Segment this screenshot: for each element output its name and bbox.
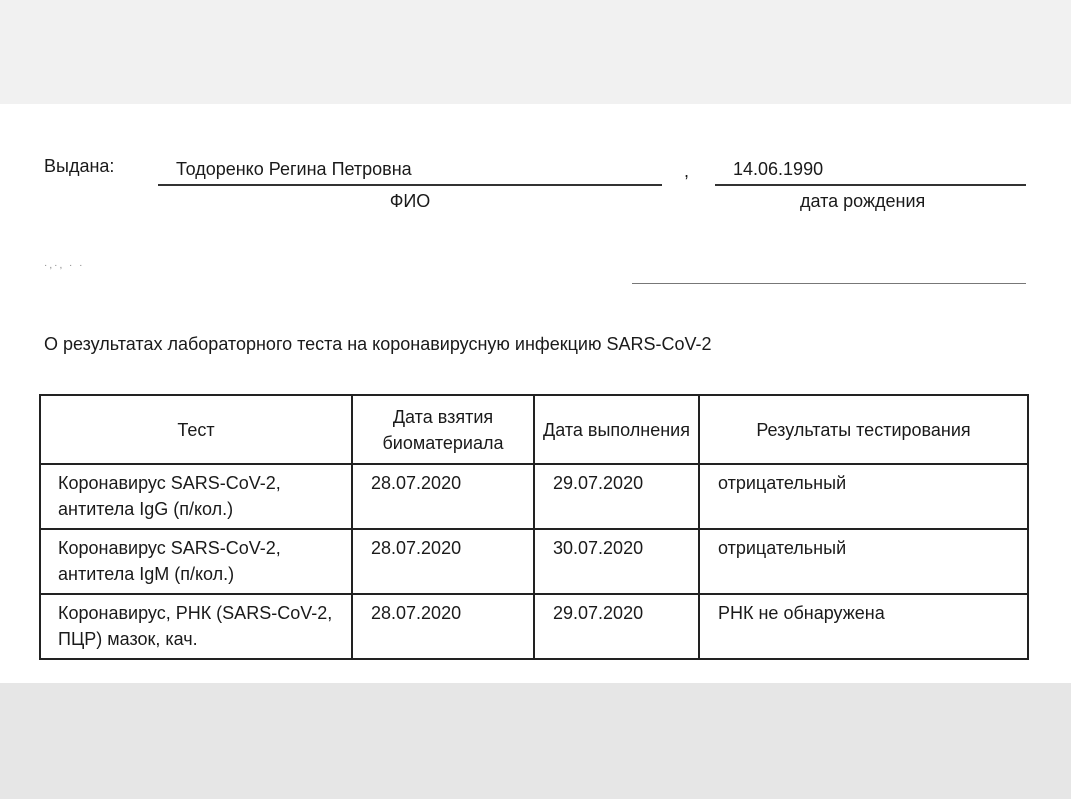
cell-sample-date: 28.07.2020 xyxy=(352,529,534,594)
column-header-test: Тест xyxy=(40,395,352,464)
results-heading: О результатах лабораторного теста на коронавирусную инфекцию SARS-CoV-2 xyxy=(44,334,712,354)
full-name-underline xyxy=(158,184,662,186)
cell-sample-date: 28.07.2020 xyxy=(352,594,534,659)
issued-label: Выдана: xyxy=(44,156,115,176)
cell-test: Коронавирус SARS-CoV-2, антитела IgG (п/кол.) xyxy=(40,464,352,529)
full-name-caption: ФИО xyxy=(389,191,431,211)
table-row xyxy=(40,529,1028,594)
table-header-row xyxy=(40,395,1028,464)
birth-date-underline xyxy=(715,184,1026,186)
cell-done-date: 29.07.2020 xyxy=(534,464,699,529)
table-row xyxy=(40,594,1028,659)
cell-test: Коронавирус, РНК (SARS-CoV-2, ПЦР) мазок, кач. xyxy=(40,594,352,659)
cell-test: Коронавирус SARS-CoV-2, антитела IgM (п/кол.) xyxy=(40,529,352,594)
birth-date-value: 14.06.1990 xyxy=(733,159,824,179)
results-table xyxy=(39,394,1029,660)
blank-signature-line xyxy=(632,283,1026,284)
cell-sample-date: 28.07.2020 xyxy=(352,464,534,529)
cell-done-date: 30.07.2020 xyxy=(534,529,699,594)
column-header-done-date: Дата выполнения xyxy=(534,395,699,464)
column-header-result: Результаты тестирования xyxy=(699,395,1028,464)
full-name-value: Тодоренко Регина Петровна xyxy=(176,159,412,179)
column-header-sample-date: Дата взятия биоматериала xyxy=(352,395,534,464)
background-top-band xyxy=(0,0,1071,104)
separator-comma: , xyxy=(684,161,690,181)
cell-result: отрицательный xyxy=(699,529,1028,594)
cell-result: РНК не обнаружена xyxy=(699,594,1028,659)
background-bottom-band xyxy=(0,683,1071,799)
obscured-text: ·,·, · · xyxy=(44,260,85,271)
document-page xyxy=(0,104,1071,683)
cell-done-date: 29.07.2020 xyxy=(534,594,699,659)
table-row xyxy=(40,464,1028,529)
cell-result: отрицательный xyxy=(699,464,1028,529)
birth-date-caption: дата рождения xyxy=(800,191,926,211)
